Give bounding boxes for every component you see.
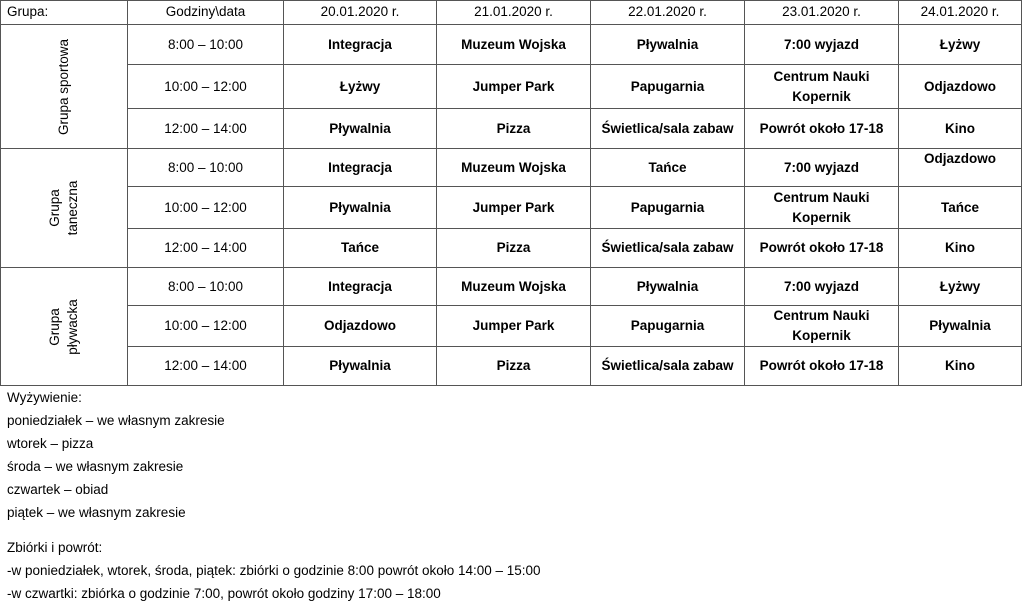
date-header: 21.01.2020 r. <box>437 1 591 25</box>
meal-line: czwartek – obiad <box>7 482 109 497</box>
activity-cell: Pływalnia <box>591 25 745 65</box>
group-header: Grupa: <box>1 1 128 25</box>
time-cell: 8:00 – 10:00 <box>128 149 284 187</box>
activity-cell: Pływalnia <box>284 347 437 386</box>
time-cell: 8:00 – 10:00 <box>128 25 284 65</box>
meal-line: piątek – we własnym zakresie <box>7 505 186 520</box>
hours-header: Godziny\data <box>128 1 284 25</box>
activity-cell: Tańce <box>591 149 745 187</box>
activity-cell: Kino <box>899 109 1022 149</box>
activity-cell: 7:00 wyjazd <box>745 149 899 187</box>
table-row <box>1 25 1022 65</box>
table-row <box>1 109 1022 149</box>
meals-title: Wyżywienie: <box>7 390 82 405</box>
time-cell: 12:00 – 14:00 <box>128 347 284 386</box>
table-row <box>1 187 1022 229</box>
activity-cell: Tańce <box>284 229 437 268</box>
time-cell: 10:00 – 12:00 <box>128 65 284 109</box>
meeting-line: -w czwartki: zbiórka o godzinie 7:00, powrót około godziny 17:00 – 18:00 <box>7 586 441 601</box>
activity-cell: Świetlica/sala zabaw <box>591 229 745 268</box>
table-row <box>1 306 1022 347</box>
activity-cell: Pizza <box>437 347 591 386</box>
table-row <box>1 229 1022 268</box>
group-label-cell <box>1 25 128 149</box>
activity-cell: Jumper Park <box>437 187 591 229</box>
group-label: Grupa taneczna <box>47 180 80 236</box>
table-row <box>1 268 1022 306</box>
activity-cell: Centrum Nauki Kopernik <box>745 306 899 347</box>
activity-cell: Pływalnia <box>899 306 1022 347</box>
group-label: Grupa sportowa <box>56 38 71 135</box>
activity-cell: Papugarnia <box>591 306 745 347</box>
time-cell: 12:00 – 14:00 <box>128 109 284 149</box>
activity-cell: Powrót około 17-18 <box>745 229 899 268</box>
activity-cell: Muzeum Wojska <box>437 25 591 65</box>
notes-section <box>7 386 541 605</box>
activity-cell: Pływalnia <box>284 187 437 229</box>
activity-cell: Łyżwy <box>899 268 1022 306</box>
meal-line: wtorek – pizza <box>7 436 94 451</box>
table-row <box>1 65 1022 109</box>
date-header: 22.01.2020 r. <box>591 1 745 25</box>
activity-cell: Integracja <box>284 25 437 65</box>
activity-cell: Powrót około 17-18 <box>745 347 899 386</box>
activity-cell: Centrum Nauki Kopernik <box>745 187 899 229</box>
date-header: 24.01.2020 r. <box>899 1 1022 25</box>
activity-cell: Muzeum Wojska <box>437 149 591 187</box>
time-cell: 10:00 – 12:00 <box>128 187 284 229</box>
header-row <box>1 1 1022 25</box>
date-header: 20.01.2020 r. <box>284 1 437 25</box>
activity-cell: Świetlica/sala zabaw <box>591 109 745 149</box>
activity-cell: Integracja <box>284 149 437 187</box>
activity-cell: Łyżwy <box>899 25 1022 65</box>
activity-cell: Kino <box>899 229 1022 268</box>
activity-cell: 7:00 wyjazd <box>745 268 899 306</box>
activity-cell: Papugarnia <box>591 187 745 229</box>
group-label: Grupa pływacka <box>47 298 80 355</box>
activity-cell: Tańce <box>899 187 1022 229</box>
time-cell: 12:00 – 14:00 <box>128 229 284 268</box>
activity-cell: Łyżwy <box>284 65 437 109</box>
table-row <box>1 149 1022 187</box>
activity-cell: Jumper Park <box>437 306 591 347</box>
activity-cell: Kino <box>899 347 1022 386</box>
activity-cell: Pływalnia <box>284 109 437 149</box>
activity-cell: Odjazdowo <box>284 306 437 347</box>
meal-line: środa – we własnym zakresie <box>7 459 184 474</box>
activity-cell: Pływalnia <box>591 268 745 306</box>
activity-cell: 7:00 wyjazd <box>745 25 899 65</box>
table-row <box>1 347 1022 386</box>
activity-cell: Odjazdowo <box>899 65 1022 109</box>
activity-cell: Odjazdowo <box>899 149 1022 187</box>
time-cell: 8:00 – 10:00 <box>128 268 284 306</box>
meeting-title: Zbiórki i powrót: <box>7 540 103 555</box>
activity-cell: Integracja <box>284 268 437 306</box>
date-header: 23.01.2020 r. <box>745 1 899 25</box>
meal-line: poniedziałek – we własnym zakresie <box>7 413 225 428</box>
time-cell: 10:00 – 12:00 <box>128 306 284 347</box>
activity-cell: Pizza <box>437 109 591 149</box>
group-label-cell <box>1 268 128 386</box>
activity-cell: Świetlica/sala zabaw <box>591 347 745 386</box>
activity-cell: Muzeum Wojska <box>437 268 591 306</box>
meeting-line: -w poniedziałek, wtorek, środa, piątek: zbiórki o godzinie 8:00 powrót około 14:00 – 15:00 <box>7 563 541 578</box>
group-label-cell <box>1 149 128 268</box>
activity-cell: Papugarnia <box>591 65 745 109</box>
activity-cell: Pizza <box>437 229 591 268</box>
activity-cell: Jumper Park <box>437 65 591 109</box>
spacer <box>7 524 541 536</box>
activity-cell: Centrum Nauki Kopernik <box>745 65 899 109</box>
activity-cell: Powrót około 17-18 <box>745 109 899 149</box>
